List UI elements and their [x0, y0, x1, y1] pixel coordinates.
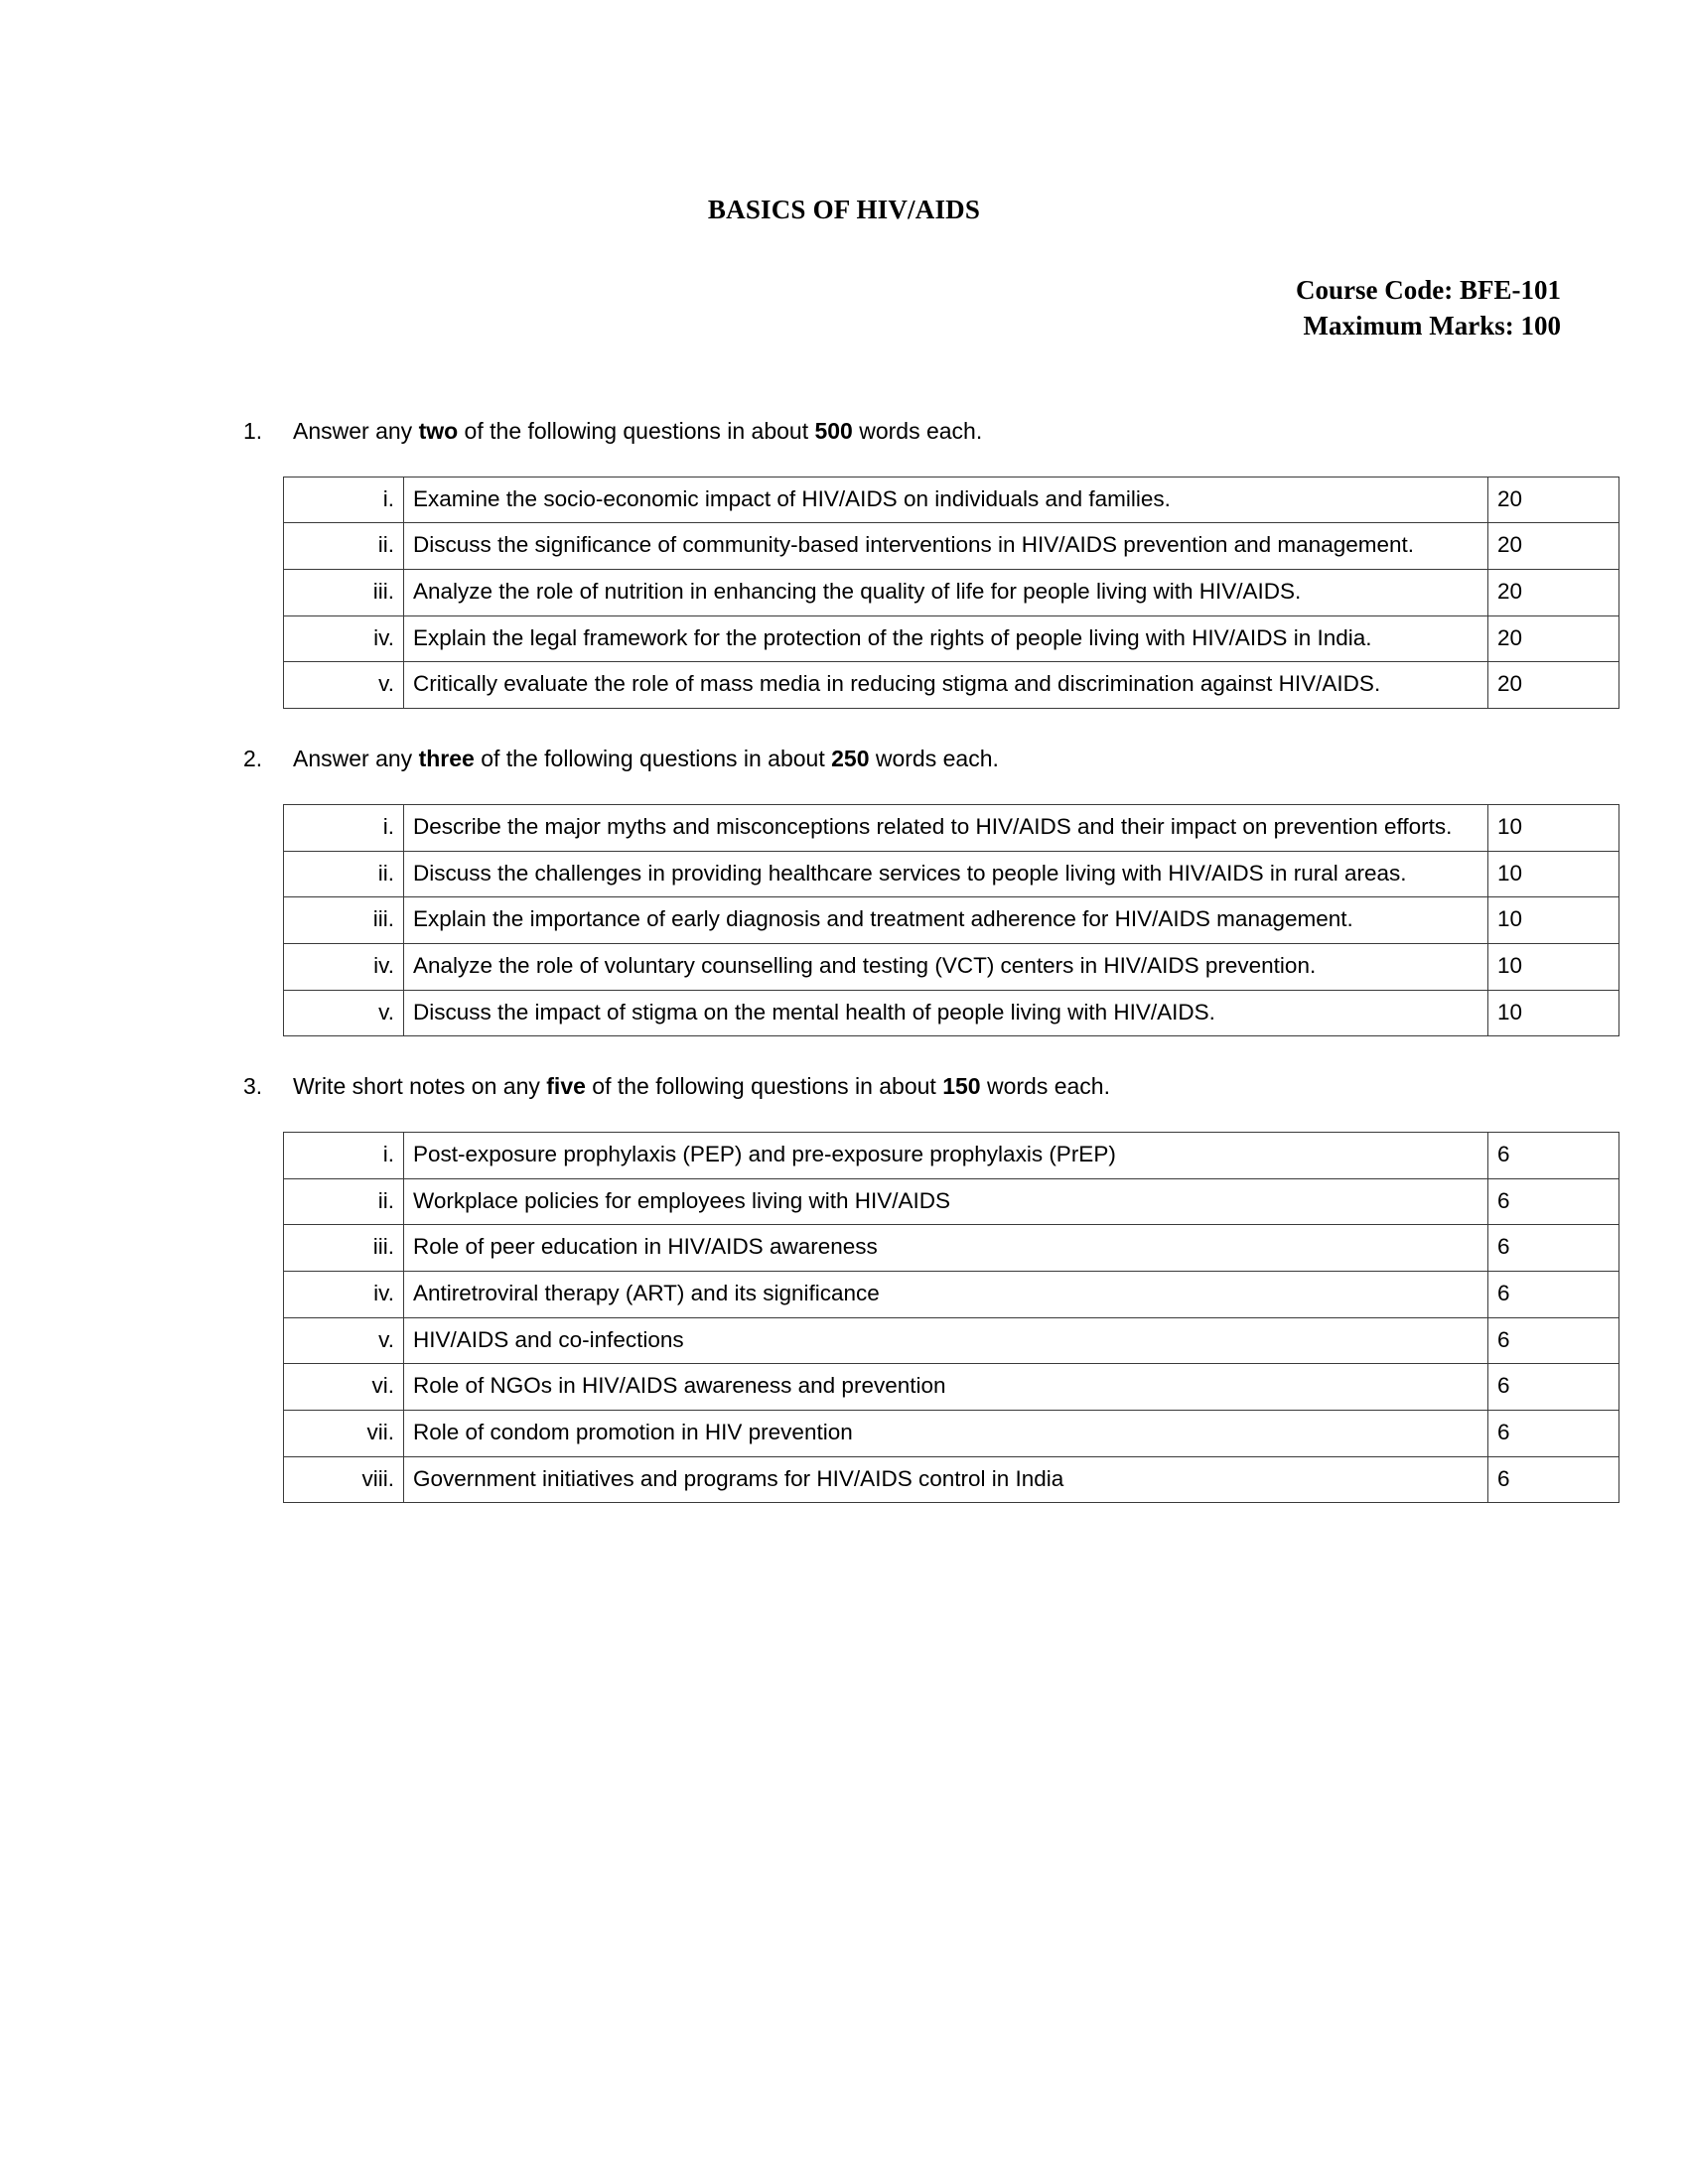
instruction-1-bold-count: two: [418, 417, 459, 444]
row-numeral: vi.: [284, 1364, 404, 1411]
row-marks: 20: [1488, 570, 1619, 616]
table-row: [284, 1178, 1619, 1225]
row-marks: 6: [1488, 1272, 1619, 1318]
row-question: Analyze the role of nutrition in enhancing the quality of life for people living with HIV/AIDS.: [404, 570, 1488, 616]
instruction-1-bold-words: 500: [814, 417, 853, 444]
table-row: [284, 805, 1619, 852]
row-marks: 10: [1488, 897, 1619, 944]
row-question: Role of peer education in HIV/AIDS awareness: [404, 1225, 1488, 1272]
row-question: Discuss the significance of community-based interventions in HIV/AIDS prevention and management.: [404, 523, 1488, 570]
question-table-2: [283, 804, 1619, 1036]
table-row: [284, 662, 1619, 709]
instruction-2-bold-words: 250: [831, 745, 870, 771]
row-numeral: i.: [284, 477, 404, 523]
row-marks: 20: [1488, 477, 1619, 523]
table-row: [284, 1317, 1619, 1364]
row-numeral: iv.: [284, 1272, 404, 1318]
row-question: Role of NGOs in HIV/AIDS awareness and prevention: [404, 1364, 1488, 1411]
table-row: [284, 1225, 1619, 1272]
row-numeral: iv.: [284, 615, 404, 662]
instruction-1-post: words each.: [852, 417, 983, 444]
row-numeral: iii.: [284, 570, 404, 616]
row-numeral: v.: [284, 662, 404, 709]
instruction-1-pre: Answer any: [293, 417, 419, 444]
table-row: [284, 1456, 1619, 1503]
instruction-1-number: 1.: [243, 417, 263, 444]
row-question: Workplace policies for employees living with HIV/AIDS: [404, 1178, 1488, 1225]
instruction-2-mid: of the following questions in about: [474, 745, 832, 771]
row-numeral: ii.: [284, 851, 404, 897]
row-numeral: v.: [284, 990, 404, 1036]
table-row: [284, 615, 1619, 662]
question-table-3: [283, 1132, 1619, 1503]
row-numeral: vii.: [284, 1410, 404, 1456]
table-row: [284, 1410, 1619, 1456]
row-marks: 10: [1488, 851, 1619, 897]
row-question: Antiretroviral therapy (ART) and its significance: [404, 1272, 1488, 1318]
row-numeral: i.: [284, 805, 404, 852]
row-numeral: v.: [284, 1317, 404, 1364]
instruction-2: [0, 744, 1688, 774]
question-table-2-wrapper: [0, 804, 1688, 1036]
row-question: Discuss the impact of stigma on the mental health of people living with HIV/AIDS.: [404, 990, 1488, 1036]
row-question: Examine the socio-economic impact of HIV/AIDS on individuals and families.: [404, 477, 1488, 523]
row-question: Describe the major myths and misconceptions related to HIV/AIDS and their impact on prevention efforts.: [404, 805, 1488, 852]
table-row: [284, 570, 1619, 616]
instruction-2-pre: Answer any: [293, 745, 419, 771]
table-row: [284, 943, 1619, 990]
instruction-3-bold-count: five: [546, 1073, 586, 1100]
table-row: [284, 990, 1619, 1036]
row-question: Discuss the challenges in providing healthcare services to people living with HIV/AIDS in rural areas.: [404, 851, 1488, 897]
table-row: [284, 1133, 1619, 1179]
row-question: Explain the legal framework for the protection of the rights of people living with HIV/AIDS in India.: [404, 615, 1488, 662]
row-marks: 20: [1488, 662, 1619, 709]
instruction-1-mid: of the following questions in about: [458, 417, 815, 444]
row-numeral: iii.: [284, 1225, 404, 1272]
row-marks: 10: [1488, 943, 1619, 990]
instruction-3-post: words each.: [980, 1073, 1110, 1100]
instruction-3-number: 3.: [243, 1073, 263, 1100]
instruction-3: [0, 1071, 1688, 1102]
page-title: BASICS OF HIV/AIDS: [707, 195, 981, 224]
row-marks: 6: [1488, 1133, 1619, 1179]
row-marks: 20: [1488, 615, 1619, 662]
instruction-3-pre: Write short notes on any: [293, 1073, 547, 1100]
row-marks: 10: [1488, 805, 1619, 852]
instruction-3-bold-words: 150: [942, 1073, 981, 1100]
table-row: [284, 851, 1619, 897]
course-meta-block: [0, 273, 1688, 344]
row-marks: 20: [1488, 523, 1619, 570]
row-question: Explain the importance of early diagnosis and treatment adherence for HIV/AIDS management.: [404, 897, 1488, 944]
row-marks: 6: [1488, 1317, 1619, 1364]
table-row: [284, 1364, 1619, 1411]
row-question: Role of condom promotion in HIV prevention: [404, 1410, 1488, 1456]
course-code: Course Code: BFE-101: [1296, 275, 1561, 305]
row-numeral: ii.: [284, 523, 404, 570]
instruction-1: [0, 416, 1688, 447]
row-marks: 6: [1488, 1225, 1619, 1272]
table-row: [284, 897, 1619, 944]
row-numeral: viii.: [284, 1456, 404, 1503]
row-marks: 10: [1488, 990, 1619, 1036]
maximum-marks: Maximum Marks: 100: [1303, 310, 1561, 341]
question-table-1: [283, 477, 1619, 709]
row-numeral: iii.: [284, 897, 404, 944]
table-row: [284, 477, 1619, 523]
row-question: Analyze the role of voluntary counselling and testing (VCT) centers in HIV/AIDS prevention.: [404, 943, 1488, 990]
question-table-3-wrapper: [0, 1132, 1688, 1503]
row-marks: 6: [1488, 1410, 1619, 1456]
row-numeral: i.: [284, 1133, 404, 1179]
row-numeral: ii.: [284, 1178, 404, 1225]
table-row: [284, 523, 1619, 570]
row-numeral: iv.: [284, 943, 404, 990]
row-question: Critically evaluate the role of mass media in reducing stigma and discrimination against HIV/AIDS.: [404, 662, 1488, 709]
row-marks: 6: [1488, 1178, 1619, 1225]
row-marks: 6: [1488, 1364, 1619, 1411]
instruction-2-number: 2.: [243, 745, 263, 771]
instruction-2-post: words each.: [869, 745, 999, 771]
table-row: [284, 1272, 1619, 1318]
row-question: HIV/AIDS and co-infections: [404, 1317, 1488, 1364]
question-table-1-wrapper: [0, 477, 1688, 709]
row-marks: 6: [1488, 1456, 1619, 1503]
instruction-3-mid: of the following questions in about: [585, 1073, 943, 1100]
row-question: Government initiatives and programs for HIV/AIDS control in India: [404, 1456, 1488, 1503]
row-question: Post-exposure prophylaxis (PEP) and pre-exposure prophylaxis (PrEP): [404, 1133, 1488, 1179]
instruction-2-bold-count: three: [418, 745, 475, 771]
